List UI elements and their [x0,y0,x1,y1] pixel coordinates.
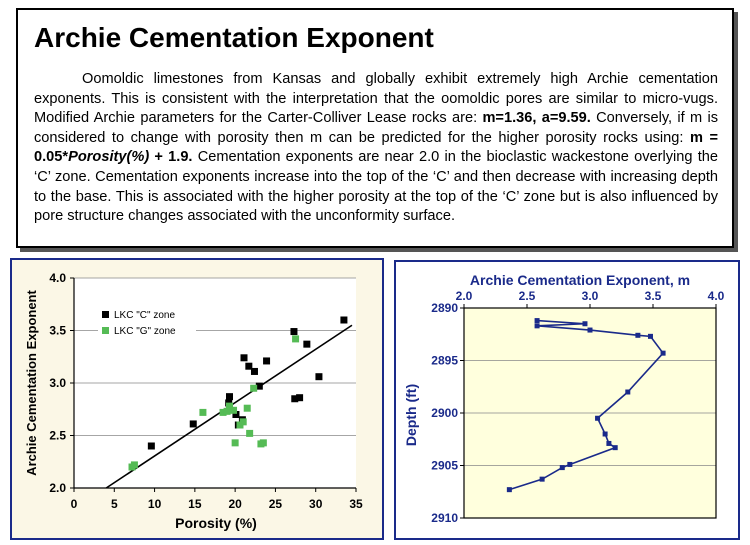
depth-point [661,351,666,356]
depth-point [603,432,608,437]
g-zone-point [240,418,247,425]
para-formula-b: Porosity(%) [68,149,150,166]
c-zone-point [263,357,270,364]
scatter-x-tick-label: 5 [110,497,118,511]
scatter-x-tick-label: 25 [268,497,283,511]
c-zone-point [290,328,297,335]
depth-x-tick-label: 2.5 [518,289,536,303]
page-title: Archie Cementation Exponent [34,22,434,53]
c-zone-point [315,373,322,380]
para-sentence-3: Conversely, if m is considered to change with porosity then m can be predicted for the higher porosity rocks using: [34,110,719,146]
g-zone-point [260,439,267,446]
depth-chart-title: Archie Cementation Exponent, m [469,272,691,288]
depth-point [625,390,630,395]
description-paragraph [34,70,718,227]
legend-c-marker [102,311,109,318]
scatter-legend [98,305,196,343]
g-zone-point [131,461,138,468]
depth-x-tick-label: 3.0 [581,289,599,303]
scatter-y-tick-label: 4.0 [49,271,66,285]
para-archie-params: m=1.36, a=9.59. [482,110,591,127]
para-sentence-1: Oomoldic limestones from Kansas and globally exhibit extremely high Archie cementation exponents. This is consistent with the interpretation that the oomoldic pores are similar to micro-vugs. Modified Archie parameters for the Carter-Colliver Lease rocks are: [34,71,718,127]
scatter-y-tick-label: 3.5 [49,323,66,338]
depth-point [540,477,545,482]
depth-point [507,487,512,492]
scatter-chart [12,260,386,542]
c-zone-point [296,394,303,401]
depth-chart [396,262,742,542]
depth-y-tick-label: 2890 [431,301,458,315]
g-zone-point [230,407,237,414]
depth-y-tick-label: 2895 [431,353,458,368]
c-zone-point [190,420,197,427]
depth-point [560,465,565,470]
para-formula-c: + 1.9. [149,149,193,166]
para-sentence-5: Cementation exponents are near 2.0 in the bioclastic wackestone overlying the ‘C’ zone. Cementation exponents increase into the top of the ‘C’ and then decrease with increasing depth to the base. This is associated with the higher porosity at the top of the ‘C’ zone but is also influenced by pore structure changes associated with the unconformity surface. [34,149,718,225]
c-zone-point [226,393,233,400]
scatter-x-tick-label: 10 [147,497,162,511]
scatter-x-tick-label: 20 [228,497,242,511]
depth-point [582,321,587,326]
depth-y-label: Depth (ft) [403,383,419,447]
c-zone-point [303,341,310,348]
depth-point [535,318,540,323]
scatter-chart-panel [10,258,384,540]
legend-g-label: LKC "G" zone [114,326,176,337]
depth-point [588,328,593,333]
scatter-x-tick-label: 0 [70,497,78,511]
depth-point [635,333,640,338]
c-zone-point [340,317,347,324]
g-zone-point [232,439,239,446]
scatter-y-tick-label: 2.5 [49,428,66,443]
scatter-x-tick-label: 15 [188,497,202,511]
c-zone-point [251,368,258,375]
legend-g-marker [102,327,109,334]
legend-c-label: LKC "C" zone [114,310,176,321]
g-zone-point [199,409,206,416]
c-zone-point [148,443,155,450]
text-box [16,8,734,248]
depth-point [648,334,653,339]
scatter-y-tick-label: 3.0 [49,376,66,390]
depth-point [535,323,540,328]
depth-x-tick-label: 3.5 [644,289,662,303]
scatter-x-tick-label: 35 [349,497,363,511]
depth-point [567,462,572,467]
depth-point [595,416,600,421]
g-zone-point [292,335,299,342]
depth-y-tick-label: 2905 [431,458,458,473]
para-formula-a: m = 0.05* [34,129,718,166]
depth-y-tick-label: 2900 [431,406,458,420]
depth-x-tick-label: 4.0 [707,289,725,303]
scatter-y-tick-label: 2.0 [49,481,66,495]
depth-y-tick-label: 2910 [431,511,458,525]
g-zone-point [244,405,251,412]
scatter-x-tick-label: 30 [309,497,323,511]
scatter-x-label: Porosity (%) [175,515,257,531]
c-zone-point [241,354,248,361]
depth-x-tick-label: 2.0 [455,289,473,303]
g-zone-point [246,430,253,437]
depth-point [606,441,611,446]
scatter-y-label: Archie Cementation Exponent [24,290,39,476]
depth-chart-panel [394,260,740,540]
depth-point [613,445,618,450]
g-zone-point [250,385,257,392]
